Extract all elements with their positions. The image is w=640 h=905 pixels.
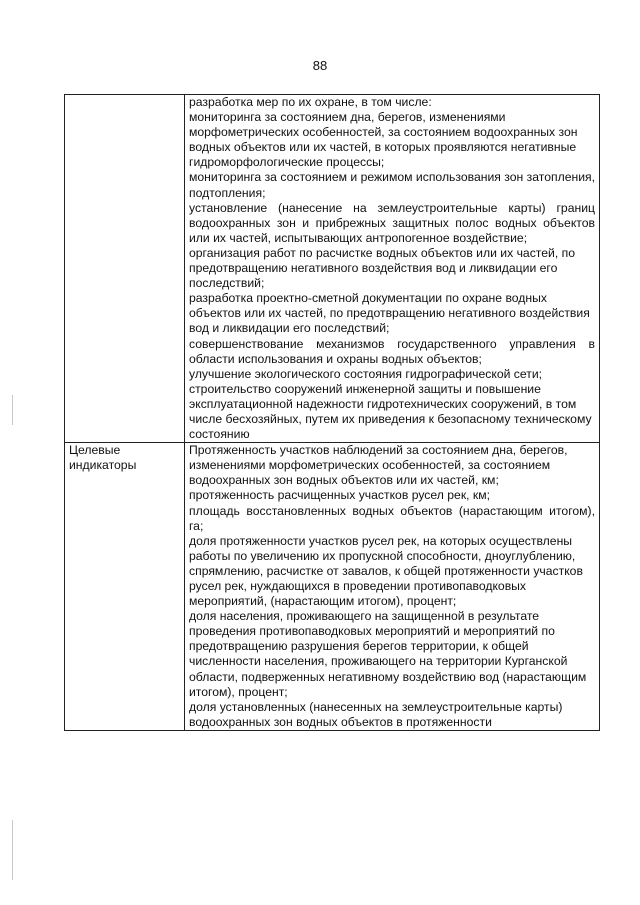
paragraph: установление (нанесение на землеустроительные карты) границ водоохранных зон и прибрежных защитных полос водных объектов или их частей, испытывающих антропогенное воздействие;	[189, 200, 595, 245]
paragraph: доля протяженности участков русел рек, на которых осуществлены работы по увеличению их пропускной способности, дноуглублению, спрямлению, расчистке от завалов, к общей протяженности участков русел рек, нуждающихся в проведении противопаводковых мероприятий, (нарастающим итогом), процент;	[189, 533, 583, 609]
paragraph: мониторинга за состоянием и режимом использования зон затопления, подтопления;	[189, 170, 595, 200]
row-content	[185, 95, 600, 443]
paragraph: доля установленных (нанесенных на землеустроительные карты) водоохранных зон водных объектов в протяженности	[189, 699, 563, 729]
paragraph: протяженность расчищенных участков русел рек, км;	[189, 488, 491, 503]
paragraph: улучшение экологического состояния гидрографической сети;	[189, 366, 543, 381]
paragraph: разработка проектно-сметной документации по охране водных объектов или их частей, по предотвращению негативного воздействия вод и ликвидации его последствий;	[189, 291, 590, 336]
paragraph: доля населения, проживающего на защищенной в результате проведения противопаводковых мероприятий и мероприятий по предотвращению разрушения берегов территории, к общей численности населения, проживающего на территории Курганской области, подверженных негативному воздействию вод (нарастающим итогом), процент;	[189, 609, 587, 699]
paragraph: совершенствование механизмов государственного управления в области использования и охраны водных объектов;	[189, 336, 595, 366]
paragraph: площадь восстановленных водных объектов (нарастающим итогом), га;	[189, 503, 595, 533]
row-label-target-indicators: Целевые индикаторы	[65, 443, 185, 731]
program-passport-table	[64, 94, 600, 731]
page-number: 88	[312, 58, 328, 73]
paragraph: организация работ по расчистке водных объектов или их частей, по предотвращению негативного воздействия вод и ликвидации его последствий;	[189, 245, 575, 291]
paragraph: строительство сооружений инженерной защиты и повышение эксплуатационной надежности гидротехнических сооружений, в том числе бесхозяйных, путем их приведения к безопасному техническому состоянию	[189, 381, 592, 442]
scan-edge-mark	[12, 820, 13, 880]
scan-edge-mark	[12, 395, 13, 425]
paragraph: разработка мер по их охране, в том числе:	[189, 95, 432, 109]
paragraph: Протяженность участков наблюдений за состоянием дна, берегов, изменениями морфометрических особенностей, за состоянием водоохранных зон водных объектов или их частей, км;	[189, 443, 568, 488]
table-row	[65, 95, 600, 443]
paragraph: мониторинга за состоянием дна, берегов, изменениями морфометрических особенностей, за состоянием водоохранных зон водных объектов или их частей, в которых проявляются негативные гидроморфологические процессы;	[189, 110, 578, 170]
row-content	[185, 443, 600, 731]
row-label	[65, 95, 185, 443]
table-row	[65, 443, 600, 731]
